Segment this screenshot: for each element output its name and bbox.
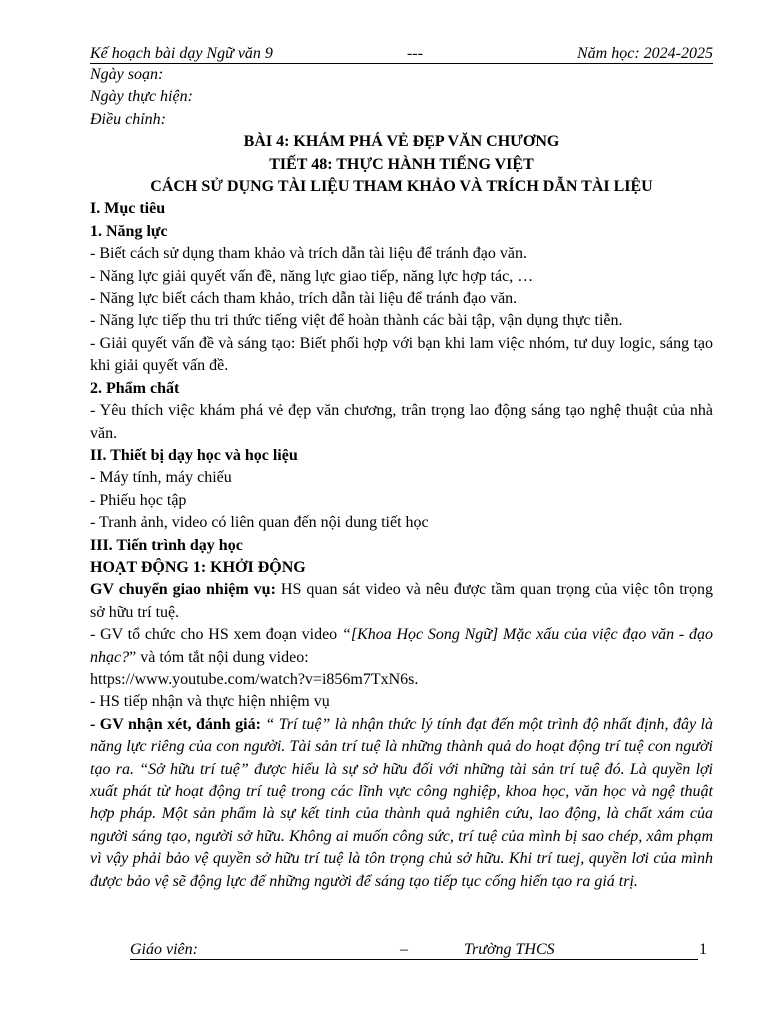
page-number: 1 bbox=[699, 941, 707, 958]
section1-heading: I. Mục tiêu bbox=[90, 200, 166, 218]
page-header bbox=[90, 44, 713, 64]
lesson-title: BÀI 4: KHÁM PHÁ VẺ ĐẸP VĂN CHƯƠNG bbox=[243, 133, 560, 151]
task-paragraph bbox=[90, 579, 713, 624]
footer-line bbox=[130, 941, 698, 960]
list-item: - Yêu thích việc khám phá vẻ đẹp văn chương, trân trọng lao động sáng tạo nghệ thuật của nhà văn. bbox=[90, 402, 713, 442]
video-post: ” và tóm tắt nội dung video: bbox=[129, 648, 309, 666]
footer-dash: – bbox=[400, 941, 408, 958]
video-url: https://www.youtube.com/watch?v=i856m7TxN6s. bbox=[90, 670, 419, 688]
page-footer bbox=[130, 941, 706, 960]
list-item: - Phiếu học tập bbox=[90, 491, 187, 509]
section1-sub1: 1. Năng lực bbox=[90, 222, 168, 240]
list-item: - Năng lực tiếp thu tri thức tiếng việt để hoàn thành các bài tập, vận dụng thực tiễn. bbox=[90, 312, 623, 330]
hs-task: - HS tiếp nhận và thực hiện nhiệm vụ bbox=[90, 693, 330, 711]
list-item: - Năng lực giải quyết vấn đề, năng lực giao tiếp, năng lực hợp tác, … bbox=[90, 267, 534, 285]
footer-school: Trường THCS bbox=[464, 941, 555, 958]
video-title: “[Khoa Học Song Ngữ] Mặc xấu của việc đạo văn - đạo nhạc? bbox=[90, 626, 714, 666]
task-label: GV chuyển giao nhiệm vụ: bbox=[90, 581, 276, 599]
section2-heading: II. Thiết bị dạy học và học liệu bbox=[90, 446, 298, 464]
eval-text: “ Trí tuệ” là nhận thức lý tính đạt đến một trình độ nhất định, đây là năng lực riêng của con người. Tài sản trí tuệ là những thành quả do hoạt động trí tuệ con người tạo ra. “Sở hữu trí tuệ” được hiểu là sự sở hữu đối với những tài sản trí tuệ đó. Là quyền lợi xuất phát từ hoạt động trí tuệ trong các lĩnh vực công nghiệp, khoa học, văn học và ngệ thuật hợp pháp. Một sản phẩm là sự kết tinh của thành quả nghiên cứu, lao động, là chất xám của người sáng tạo, người sở hữu. Không ai muốn công sức, trí tuệ của mình bị sao chép, xâm phạm vì vậy phải bảo vệ quyền sở hữu trí tuệ là tôn trọng chủ sở hữu. Khi trí tuej, quyền lơi của mình được bảo vệ sẽ động lực để những người để sáng tạo tiếp tục cống hiến tạo ra giá trị. bbox=[90, 715, 713, 890]
header-left: Kế hoạch bài dạy Ngữ văn 9 bbox=[90, 45, 273, 62]
list-item: - Biết cách sử dụng tham khảo và trích dẫn tài liệu để tránh đạo văn. bbox=[90, 245, 527, 263]
video-paragraph bbox=[90, 624, 713, 669]
adjust-note: Điều chỉnh: bbox=[90, 110, 166, 128]
eval-paragraph bbox=[90, 714, 713, 893]
footer-teacher: Giáo viên: bbox=[130, 941, 198, 958]
prep-date: Ngày soạn: bbox=[90, 66, 164, 83]
list-item: - Tranh ảnh, video có liên quan đến nội dung tiết học bbox=[90, 514, 429, 532]
task-text: HS quan sát video và nêu được tầm quan trọng của việc tôn trọng sở hữu trí tuệ. bbox=[90, 581, 714, 621]
section3-heading: III. Tiến trình dạy học bbox=[90, 536, 243, 554]
header-right: Năm học: 2024-2025 bbox=[577, 45, 713, 62]
period-title: TIẾT 48: THỰC HÀNH TIẾNG VIỆT bbox=[269, 155, 534, 173]
list-item: - Máy tính, máy chiếu bbox=[90, 469, 232, 487]
video-pre: - GV tổ chức cho HS xem đoạn video bbox=[90, 626, 342, 644]
list-item: - Năng lực biết cách tham khảo, trích dẫn tài liệu để tránh đạo văn. bbox=[90, 290, 518, 308]
header-middle: --- bbox=[406, 45, 423, 62]
section1-sub2: 2. Phẩm chất bbox=[90, 379, 180, 397]
activity-title: HOẠT ĐỘNG 1: KHỞI ĐỘNG bbox=[90, 558, 306, 576]
eval-label: - GV nhận xét, đánh giá: bbox=[90, 715, 261, 733]
document-page bbox=[90, 44, 713, 893]
teach-date: Ngày thực hiện: bbox=[90, 88, 193, 106]
topic-title: CÁCH SỬ DỤNG TÀI LIỆU THAM KHẢO VÀ TRÍCH DẪN TÀI LIỆU bbox=[150, 178, 653, 196]
list-item: - Giải quyết vấn đề và sáng tạo: Biết phối hợp với bạn khi lam việc nhóm, tư duy logic, sáng tạo khi giải quyết vấn đề. bbox=[90, 334, 713, 375]
